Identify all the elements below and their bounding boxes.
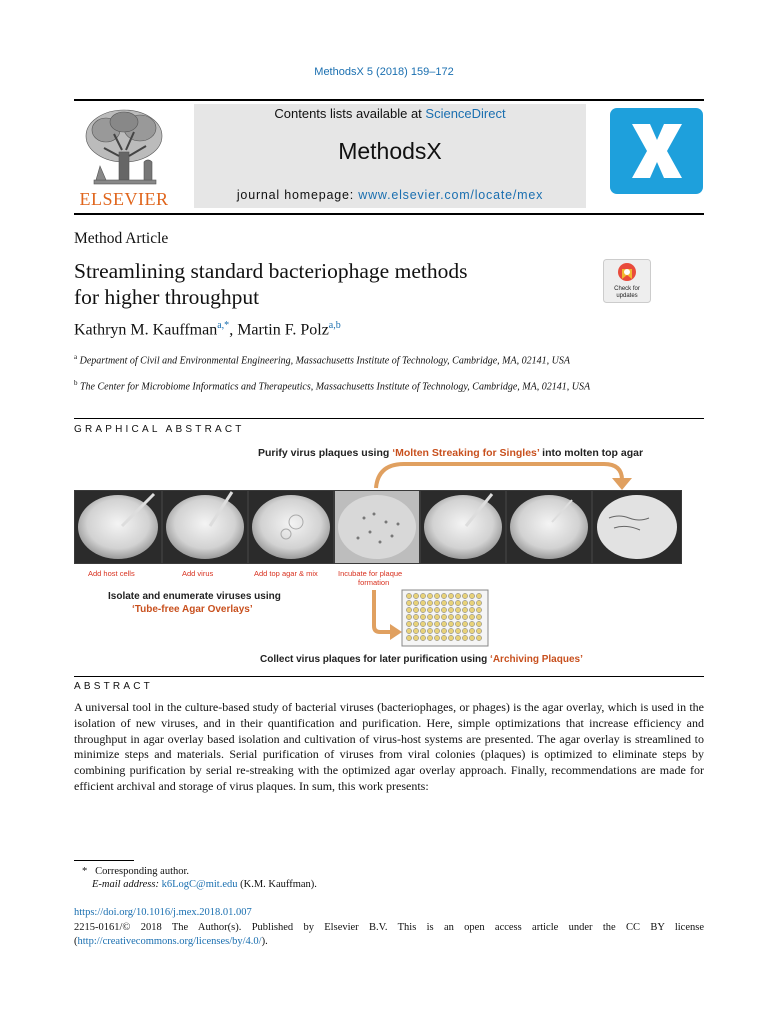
affiliation-b — [74, 377, 594, 393]
email-owner: (K.M. Kauffman). — [237, 879, 317, 890]
abstract-body: A universal tool in the culture-based study of bacterial viruses (bacteriophages, or phages) is the agar overlay, which is used in the isolation of new viruses, and in their quantification and purification. Here, simple optimizations that increase efficiency and throughput in agar overlay based isolation and cultivation of virus-host systems are presented. The agar overlay is streamlined to minimize steps and materials. Serial purification of viruses from viral colonies (plaques) is optimized to eliminate steps by combining purification by serial re-streaking with the optimized agar overlay approach. Finally, recommendations are made for efficient archival and storage of virus plaques. In sum, this work presents: — [74, 700, 704, 793]
curved-arrow-head — [612, 478, 632, 490]
section-rule — [74, 418, 704, 419]
purify-caption-start: Purify virus plaques using — [258, 447, 393, 459]
license-statement — [74, 921, 704, 949]
email-link[interactable]: k6LogC@mit.edu — [161, 879, 238, 890]
author-name[interactable]: Martin F. Polz — [237, 321, 329, 339]
check-for-updates-label[interactable]: Check for updates — [614, 286, 640, 299]
purify-caption — [258, 447, 643, 459]
methodsx-logo — [610, 108, 703, 194]
license-text: 2215-0161/© 2018 The Author(s). Published by Elsevier B.V. This is an open access article under the CC BY license ( — [74, 922, 704, 947]
title-line-1: Streamlining standard bacteriophage methods — [74, 259, 468, 283]
sciencedirect-link[interactable]: ScienceDirect — [425, 106, 506, 121]
journal-homepage-line — [194, 188, 586, 202]
license-link[interactable]: http://creativecommons.org/licenses/by/4.0/ — [77, 936, 262, 947]
step-labels — [88, 569, 402, 587]
curved-arrow-top — [376, 464, 622, 488]
footnote-text: Corresponding author. — [95, 866, 190, 877]
curved-arrow-bottom-head — [390, 624, 402, 640]
step-label: Add top agar & mix — [254, 569, 318, 578]
graphical-abstract-figure — [74, 440, 682, 672]
homepage-link[interactable]: www.elsevier.com/locate/mex — [358, 188, 544, 202]
purify-method-name: ‘Molten Streaking for Singles’ — [392, 447, 540, 459]
isolate-method-name: ‘Tube-free Agar Overlays’ — [132, 604, 253, 615]
affiliation-mark: a — [74, 353, 78, 361]
contents-prefix: Contents lists available at — [274, 106, 426, 121]
author-separator: , — [229, 321, 238, 339]
section-rule — [74, 676, 704, 677]
license-suffix: ). — [261, 936, 268, 947]
article-type: Method Article — [74, 230, 169, 247]
step-label: Add virus — [182, 569, 214, 578]
curved-arrow-bottom — [374, 590, 392, 632]
homepage-prefix: journal homepage: — [236, 188, 359, 202]
step-label: Add host cells — [88, 569, 135, 578]
abstract-heading: ABSTRACT — [74, 681, 153, 692]
footnote-rule — [74, 860, 134, 861]
journal-citation[interactable]: MethodsX 5 (2018) 159–172 — [314, 66, 454, 78]
corresponding-author-footnote — [82, 866, 189, 877]
top-rule — [74, 99, 704, 101]
title-line-2: for higher throughput — [74, 285, 260, 309]
step-label: formation — [358, 578, 390, 587]
email-label: E-mail address: — [92, 879, 162, 890]
petri-dish-photos — [75, 491, 681, 563]
footnote-mark: * — [82, 866, 88, 877]
email-footnote — [92, 879, 317, 890]
header-rule — [74, 213, 704, 215]
graphical-abstract-heading: GRAPHICAL ABSTRACT — [74, 424, 245, 435]
step-label: Incubate for plaque — [338, 569, 403, 578]
collect-caption — [260, 654, 583, 665]
affiliation-a — [74, 351, 594, 367]
author-list — [74, 320, 341, 339]
isolate-caption-line1: Isolate and enumerate viruses using — [108, 591, 281, 602]
collect-method-name: ‘Archiving Plaques’ — [490, 654, 583, 665]
author-affiliation-marks[interactable]: a,b — [328, 320, 341, 331]
affiliation-text: The Center for Microbiome Informatics and Therapeutics, Massachusetts Institute of Technology, Cambridge, MA, 02141, USA — [80, 381, 591, 393]
elsevier-wordmark: ELSEVIER — [79, 189, 169, 209]
affiliation-text: Department of Civil and Environmental Engineering, Massachusetts Institute of Technology, Cambridge, MA, 02141, USA — [79, 355, 570, 367]
doi-link[interactable]: https://doi.org/10.1016/j.mex.2018.01.007 — [74, 907, 252, 918]
author-affiliation-marks[interactable]: a,* — [217, 320, 230, 331]
article-title — [74, 258, 574, 310]
collect-caption-start: Collect virus plaques for later purification using — [260, 654, 491, 665]
well-plate — [402, 590, 488, 646]
purify-caption-end: into molten top agar — [539, 447, 644, 459]
author-name[interactable]: Kathryn M. Kauffman — [74, 321, 218, 339]
affiliation-mark: b — [74, 379, 78, 387]
journal-name: MethodsX — [338, 138, 442, 164]
contents-line — [194, 106, 586, 121]
